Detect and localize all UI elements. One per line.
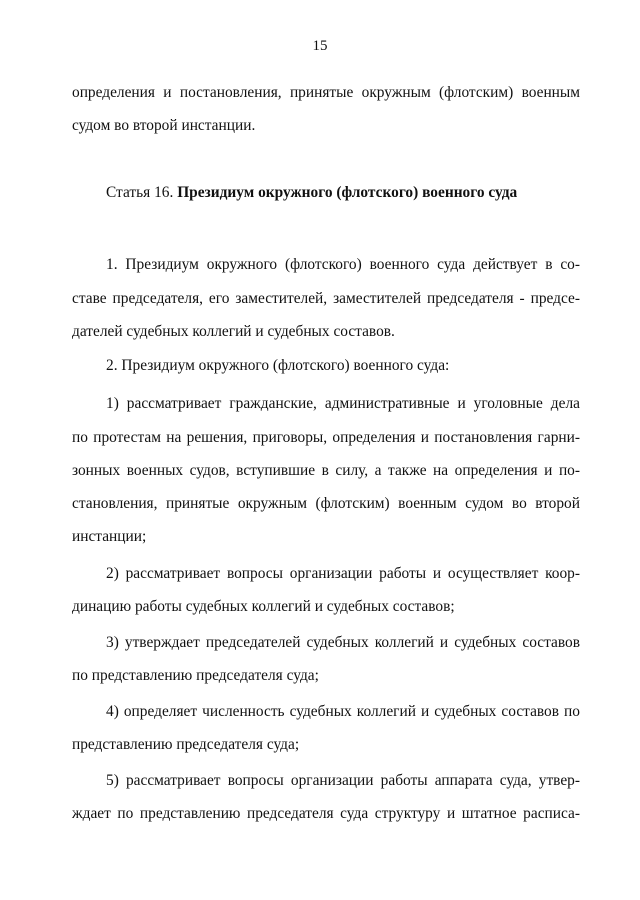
item1-line-4: становления, принятые окружным (флотским) военным судом во второй bbox=[72, 495, 580, 512]
item5-line-2: ждает по представлению председателя суда структуру и штатное расписа- bbox=[72, 805, 580, 822]
item3-line-1: 3) утверждает председателей судебных коллегий и судебных составов bbox=[106, 634, 580, 651]
p1-line-3: дателей судебных коллегий и судебных составов. bbox=[72, 323, 395, 340]
item4-line-1: 4) определяет численность судебных коллегий и судебных составов по bbox=[106, 703, 580, 720]
page-number: 15 bbox=[312, 38, 328, 54]
item5-line-1: 5) рассматривает вопросы организации работы аппарата суда, утвер- bbox=[106, 772, 580, 789]
article-prefix: Статья 16. bbox=[106, 184, 174, 201]
item2-line-1: 2) рассматривает вопросы организации работы и осуществляет коор- bbox=[106, 565, 580, 582]
item1-line-2: по протестам на решения, приговоры, определения и постановления гарни- bbox=[72, 429, 580, 446]
item1-line-1: 1) рассматривает гражданские, административные и уголовные дела bbox=[106, 395, 580, 412]
article-heading bbox=[106, 183, 517, 203]
intro-line-1: определения и постановления, принятые окружным (флотским) военным bbox=[72, 84, 580, 101]
item4-line-2: представлению председателя суда; bbox=[72, 736, 300, 753]
p1-line-2: ставе председателя, его заместителей, заместителей председателя - предсе- bbox=[72, 290, 580, 307]
item1-line-5: инстанции; bbox=[72, 528, 147, 545]
intro-line-2: судом во второй инстанции. bbox=[72, 117, 256, 134]
p2-line-1: 2. Президиум окружного (флотского) военного суда: bbox=[106, 357, 450, 374]
article-title: Президиум окружного (флотского) военного суда bbox=[177, 184, 518, 201]
item1-line-3: зонных военных судов, вступившие в силу, а также на определения и по- bbox=[72, 462, 580, 479]
item3-line-2: по представлению председателя суда; bbox=[72, 667, 319, 684]
p1-line-1: 1. Президиум окружного (флотского) военного суда действует в со- bbox=[106, 256, 580, 273]
item2-line-2: динацию работы судебных коллегий и судебных составов; bbox=[72, 598, 455, 615]
